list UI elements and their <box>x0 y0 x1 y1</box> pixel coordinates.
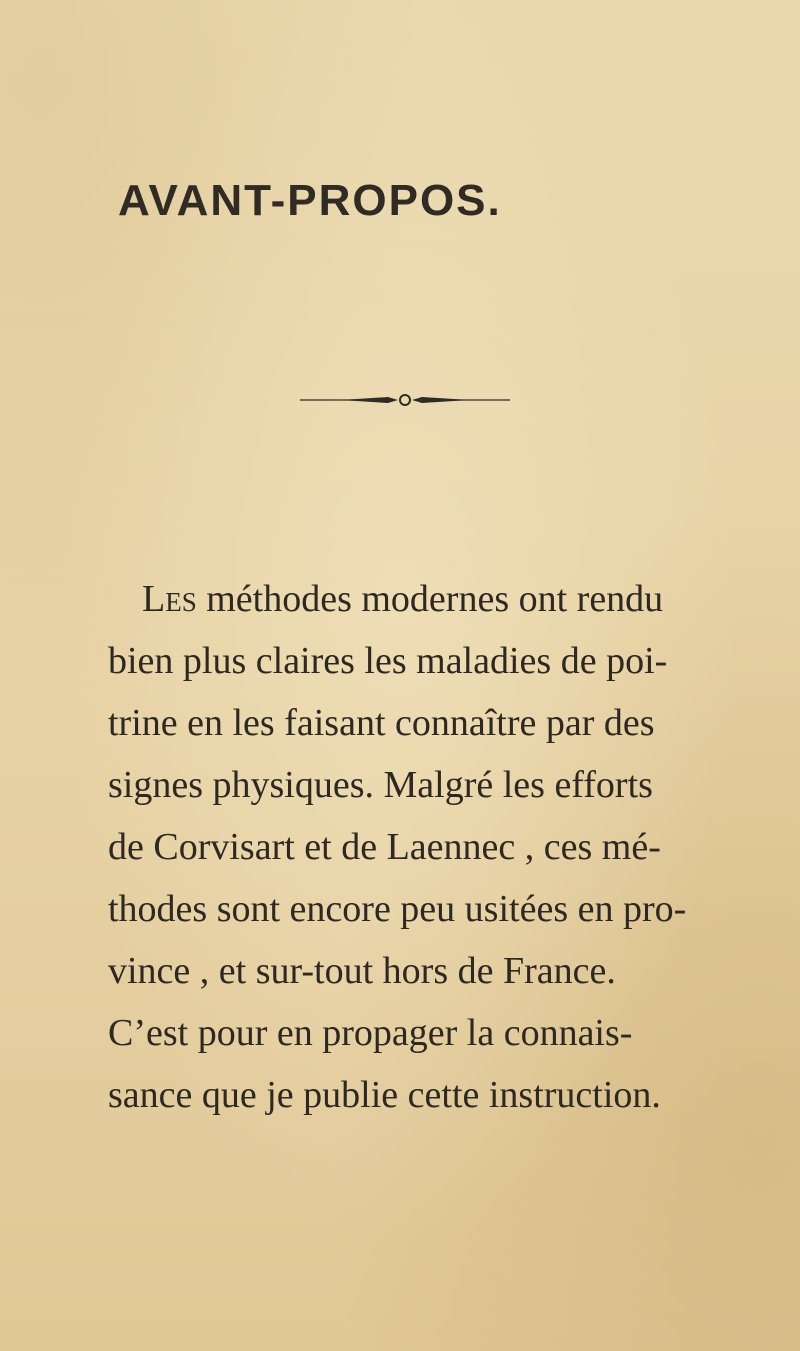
body-text <box>108 568 688 1126</box>
text-line-5: de Corvisart et de Laennec , ces mé- <box>108 826 661 868</box>
text-line-1 <box>108 568 688 630</box>
opening-word: Les <box>142 578 197 620</box>
ornamental-rule-icon <box>300 392 510 408</box>
text-line-9: sance que je publie cette instruction. <box>108 1074 661 1116</box>
text-line-6: thodes sont encore peu usitées en pro- <box>108 888 687 930</box>
text-line-1-rest: méthodes modernes ont rendu <box>206 578 664 620</box>
page-title: AVANT-PROPOS. <box>118 176 502 225</box>
text-line-4: signes physiques. Malgré les efforts <box>108 764 653 806</box>
text-line-2: bien plus claires les maladies de poi- <box>108 640 668 682</box>
text-line-8: C’est pour en propager la connais- <box>108 1012 633 1054</box>
text-line-3: trine en les faisant connaître par des <box>108 702 655 744</box>
text-line-7: vince , et sur-tout hors de France. <box>108 950 616 992</box>
